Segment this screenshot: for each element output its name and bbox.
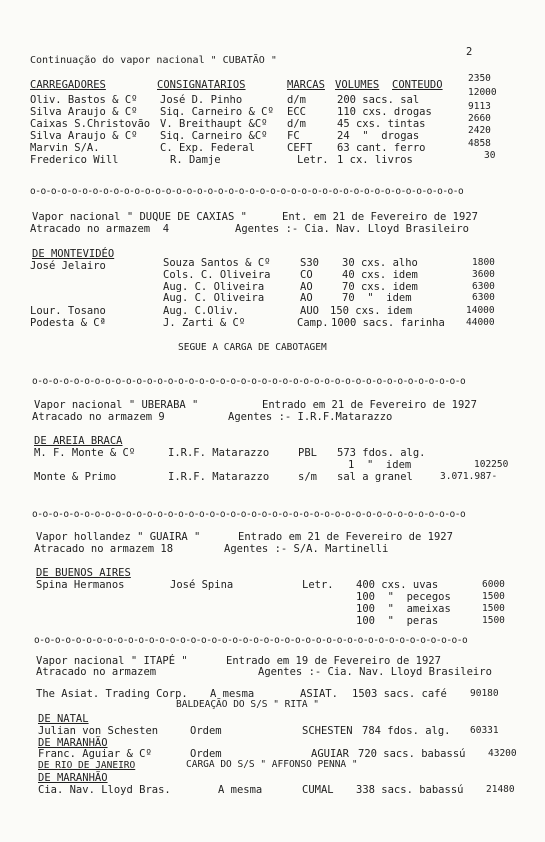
peso: 30	[484, 150, 496, 161]
agents-info: Agentes :- I.R.F.Matarazzo	[228, 411, 393, 423]
volume-conteudo: 24 " drogas	[337, 130, 420, 142]
marca: CEFT	[287, 142, 313, 154]
carregador: Cia. Nav. Lloyd Bras.	[38, 784, 171, 796]
marca: Camp.	[297, 317, 329, 329]
marca: FC	[287, 130, 300, 142]
peso: 3.071.987-	[440, 471, 498, 482]
peso: 1800	[472, 257, 495, 268]
arrival-date: Entrado em 21 de Fevereiro de 1927	[262, 399, 477, 411]
volume-conteudo: 1 " idem	[348, 459, 412, 471]
separator: o-o-o-o-o-o-o-o-o-o-o-o-o-o-o-o-o-o-o-o-o-o-o-o-o-o-o-o-o-o-o-o-o-o-o-o-o-o-o-o-o-o	[32, 509, 466, 520]
vessel-title: Vapor nacional " DUQUE DE CAXIAS "	[32, 211, 247, 223]
volume-conteudo: 573 fdos. alg.	[337, 447, 426, 459]
volume-conteudo: 30 cxs. alho	[342, 257, 418, 269]
carregador: José Jelairo	[30, 260, 106, 272]
agents-info: Agentes :- S/A. Martinelli	[224, 543, 389, 555]
volume-conteudo: 63 cant. ferro	[337, 142, 426, 154]
marca: AUO	[300, 305, 319, 317]
volume-conteudo: 200 sacs. sal	[337, 94, 420, 106]
peso: 1500	[482, 615, 505, 626]
consignatario: I.R.F. Matarazzo	[168, 447, 270, 459]
marca: SCHESTEN	[302, 725, 353, 737]
peso: 43200	[488, 748, 517, 759]
consignatario: Siq. Carneiro &Cº	[160, 130, 268, 142]
marca: d/m	[287, 118, 306, 130]
carregador: Lour. Tosano	[30, 305, 106, 317]
marca: AO	[300, 292, 313, 304]
origin-port: DE MONTEVIDÉO	[32, 248, 115, 260]
marca: AGUIAR	[311, 748, 349, 760]
consignatario: Cols. C. Oliveira	[163, 269, 271, 281]
volume-conteudo: 70 cxs. idem	[342, 281, 418, 293]
peso: 3600	[472, 269, 495, 280]
volume-conteudo: 110 cxs. drogas	[337, 106, 432, 118]
carregador: Franc. Aguiar & Cº	[38, 748, 152, 760]
volume-conteudo: 45 cxs. tintas	[337, 118, 426, 130]
consignatario: Aug. C. Oliveira	[163, 281, 265, 293]
volume-conteudo: 1000 sacs. farinha	[331, 317, 445, 329]
volume-conteudo: sal a granel	[337, 471, 413, 483]
origin-port: DE NATAL	[38, 713, 89, 725]
volume-conteudo: 70 " idem	[342, 292, 412, 304]
carregador: Monte & Primo	[34, 471, 117, 483]
carregador: Spina Hermanos	[36, 579, 125, 591]
origin-port: DE MARANHÃO	[38, 737, 108, 749]
consignatario: A mesma	[218, 784, 263, 796]
peso: 6300	[472, 292, 495, 303]
consignatario: V. Breithaupt &Cº	[160, 118, 268, 130]
vessel-title: Vapor nacional " ITAPÉ "	[36, 655, 188, 667]
marca: s/m	[298, 471, 317, 483]
volume-conteudo: 100 " ameixas	[356, 603, 451, 615]
consignatario: José D. Pinho	[160, 94, 243, 106]
consignatario: C. Exp. Federal	[160, 142, 255, 154]
marca: Letr.	[302, 579, 334, 591]
peso: 102250	[474, 459, 509, 470]
arrival-date: Entrado em 19 de Fevereiro de 1927	[226, 655, 441, 667]
vessel-title: Vapor hollandez " GUAIRA "	[36, 531, 201, 543]
peso: 1500	[482, 603, 505, 614]
origin-port: DE RIO DE JANEIRO	[38, 760, 136, 771]
volume-conteudo: 40 cxs. idem	[342, 269, 418, 281]
carregador: Silva Araujo & Cº	[30, 106, 138, 118]
carregador: Caixas S.Christovão	[30, 118, 151, 130]
marca: d/m	[287, 94, 306, 106]
col-consignatarios: CONSIGNATARIOS	[157, 79, 246, 91]
peso: 2420	[468, 125, 491, 136]
moored-info: Atracado no armazem 18	[34, 543, 174, 555]
consignatario: Souza Santos & Cº	[163, 257, 271, 269]
volume-conteudo: 784 fdos. alg.	[362, 725, 451, 737]
carregador: Frederico Will	[30, 154, 119, 166]
volume-conteudo: 150 cxs. idem	[330, 305, 413, 317]
consignatario: Ordem	[190, 748, 222, 760]
col-marcas: MARCAS	[287, 79, 325, 91]
moored-info: Atracado no armazem 4	[30, 223, 170, 235]
marca: PBL	[298, 447, 317, 459]
peso: 44000	[466, 317, 495, 328]
peso: 6300	[472, 281, 495, 292]
page-number: 2	[466, 46, 473, 58]
separator: o-o-o-o-o-o-o-o-o-o-o-o-o-o-o-o-o-o-o-o-o-o-o-o-o-o-o-o-o-o-o-o-o-o-o-o-o-o-o-o-o-o	[30, 186, 464, 197]
cabotage-note: SEGUE A CARGA DE CABOTAGEM	[178, 342, 327, 353]
arrival-date: Entrado em 21 de Fevereiro de 1927	[238, 531, 453, 543]
consignatario: Aug. C. Oliveira	[163, 292, 265, 304]
volume-conteudo: 100 " pecegos	[356, 591, 451, 603]
peso: 12000	[468, 87, 497, 98]
consignatario: J. Zarti & Cº	[163, 317, 246, 329]
marca: ASIAT.	[300, 688, 338, 700]
transshipment-note: BALDEAÇÃO DO S/S " RITA "	[176, 699, 319, 710]
carregador: The Asiat. Trading Corp.	[36, 688, 188, 700]
marca: Letr.	[297, 154, 329, 166]
peso: 21480	[486, 784, 515, 795]
origin-port: DE BUENOS AIRES	[36, 567, 131, 579]
consignatario: Ordem	[190, 725, 222, 737]
col-volumes: VOLUMES	[335, 79, 380, 91]
marca: S30	[300, 257, 319, 269]
consignatario: Aug. C.Oliv.	[163, 305, 239, 317]
marca: CUMAL	[302, 784, 334, 796]
carregador: Silva Araujo & Cº	[30, 130, 138, 142]
vessel-title: Vapor nacional " UBERABA "	[34, 399, 199, 411]
carregador: Marvin S/A.	[30, 142, 100, 154]
volume-conteudo: 720 sacs. babassú	[358, 748, 466, 760]
consignatario: José Spina	[170, 579, 234, 591]
marca: AO	[300, 281, 313, 293]
peso: 9113	[468, 101, 491, 112]
header-title: Continuação do vapor nacional " CUBATÃO "	[30, 55, 277, 66]
col-carregadores: CARREGADORES	[30, 79, 106, 91]
marca: ECC	[287, 106, 306, 118]
moored-info: Atracado no armazem	[36, 666, 157, 678]
peso: 1500	[482, 591, 505, 602]
volume-conteudo: 1503 sacs. café	[352, 688, 447, 700]
consignatario: I.R.F. Matarazzo	[168, 471, 270, 483]
margin-number: 2350	[468, 73, 491, 84]
peso: 60331	[470, 725, 499, 736]
carregador: Podesta & Cª	[30, 317, 106, 329]
consignatario: A mesma	[210, 688, 255, 700]
col-conteudo: CONTEUDO	[392, 79, 443, 91]
separator: o-o-o-o-o-o-o-o-o-o-o-o-o-o-o-o-o-o-o-o-o-o-o-o-o-o-o-o-o-o-o-o-o-o-o-o-o-o-o-o-o-o	[34, 635, 468, 646]
moored-info: Atracado no armazem 9	[32, 411, 165, 423]
volume-conteudo: 100 " peras	[356, 615, 439, 627]
agents-info: Agentes :- Cia. Nav. Lloyd Brasileiro	[258, 666, 492, 678]
volume-conteudo: 338 sacs. babassú	[356, 784, 464, 796]
peso: 14000	[466, 305, 495, 316]
peso: 90180	[470, 688, 499, 699]
carregador: Julian von Schesten	[38, 725, 159, 737]
cargo-note: CARGA DO S/S " AFFONSO PENNA "	[186, 759, 358, 770]
consignatario: R. Damje	[170, 154, 221, 166]
volume-conteudo: 400 cxs. uvas	[356, 579, 439, 591]
origin-port: DE MARANHÃO	[38, 772, 108, 784]
carregador: Oliv. Bastos & Cº	[30, 94, 138, 106]
consignatario: Siq. Carneiro & Cº	[160, 106, 274, 118]
marca: CO	[300, 269, 313, 281]
origin-port: DE AREIA BRACA	[34, 435, 123, 447]
agents-info: Agentes :- Cia. Nav. Lloyd Brasileiro	[235, 223, 469, 235]
peso: 6000	[482, 579, 505, 590]
separator: o-o-o-o-o-o-o-o-o-o-o-o-o-o-o-o-o-o-o-o-o-o-o-o-o-o-o-o-o-o-o-o-o-o-o-o-o-o-o-o-o-o	[32, 376, 466, 387]
volume-conteudo: 1 cx. livros	[337, 154, 413, 166]
peso: 4858	[468, 138, 491, 149]
peso: 2660	[468, 113, 491, 124]
arrival-date: Ent. em 21 de Fevereiro de 1927	[282, 211, 478, 223]
carregador: M. F. Monte & Cº	[34, 447, 136, 459]
